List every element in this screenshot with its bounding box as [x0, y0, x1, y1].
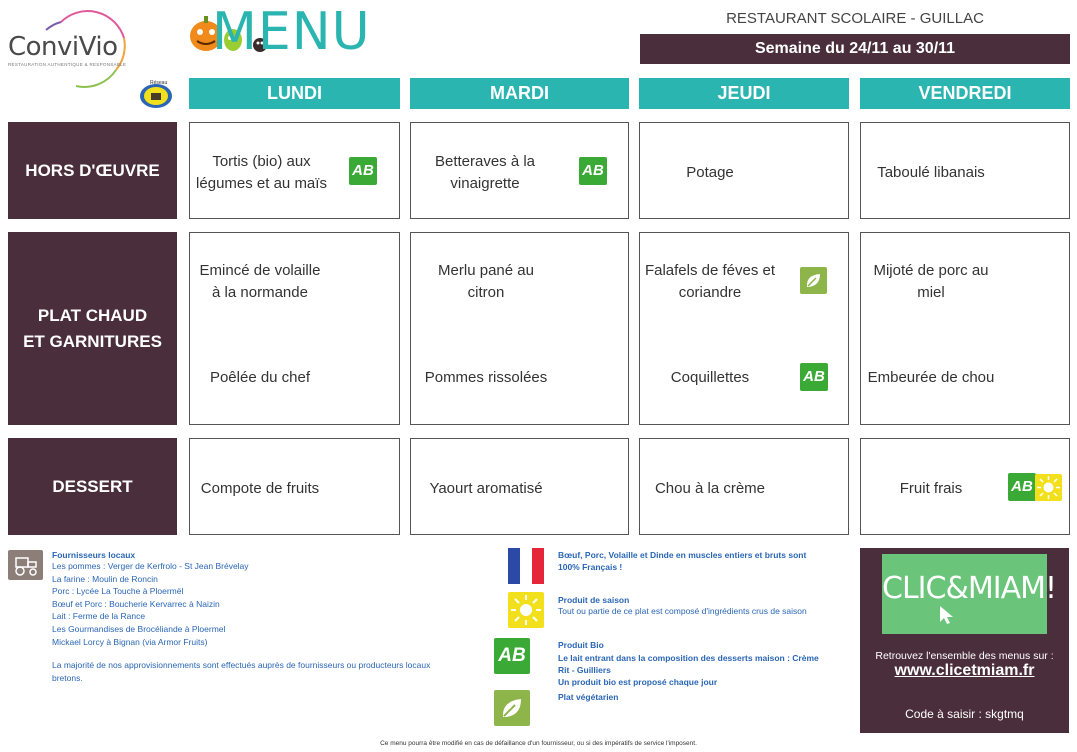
- week-banner: Semaine du 24/11 au 30/11: [640, 34, 1070, 64]
- garnish-name: Coquillettes: [670, 369, 750, 386]
- approvisionnement-text: bretons.: [52, 672, 83, 683]
- clicetmiam-code: Code à saisir : skgtmq: [905, 707, 1024, 721]
- garnish-name: Pommes rissolées: [424, 369, 548, 386]
- cell-hors-lundi: [189, 122, 400, 219]
- dish-name: Chou à la crème: [654, 480, 766, 497]
- reseau-label: Réseau: [150, 80, 168, 86]
- season-sun-icon: [508, 592, 544, 628]
- day-header-vendredi: VENDREDI: [860, 78, 1070, 109]
- dish-name: Potage: [686, 164, 734, 181]
- cell-plat-lundi: [189, 232, 400, 425]
- bio-block: Produit Bio Le lait entrant dans la composition des desserts maison : Crème Rit - Guilliers Un produit bio est proposé chaque jour: [558, 640, 819, 687]
- vegetarian-icon: [494, 690, 530, 726]
- logo-tagline: RESTAURATION AUTHENTIQUE & RESPONSABLE: [8, 62, 127, 67]
- fournisseur-item: Les Gourmandises de Brocéliande à Ploermel: [52, 623, 226, 634]
- cell-dessert-mardi: [410, 438, 629, 535]
- fournisseurs-title: Fournisseurs locaux: [52, 550, 136, 560]
- clicetmiam-text: Retrouvez l'ensemble des menus sur :: [875, 650, 1054, 662]
- cell-plat-vendredi: [860, 232, 1070, 425]
- french-flag-icon: [508, 548, 544, 584]
- cell-plat-jeudi: [639, 232, 849, 425]
- dish-name: Tortis (bio) aux légumes et au maïs: [196, 153, 327, 192]
- bio-ab-icon: AB: [494, 638, 530, 674]
- category-dessert: DESSERT: [8, 438, 177, 535]
- garnish-name: Embeurée de chou: [867, 369, 995, 386]
- category-hors-doeuvre: HORS D'ŒUVRE: [8, 122, 177, 219]
- cursor-icon: [932, 600, 958, 631]
- logo-text: ConviVio: [8, 32, 118, 62]
- vegetarien-block: Plat végétarien: [558, 692, 619, 702]
- dish-name: Compote de fruits: [200, 480, 320, 497]
- cell-dessert-lundi: [189, 438, 400, 535]
- category-plat-chaud: PLAT CHAUD ET GARNITURES: [8, 232, 177, 425]
- day-header-lundi: LUNDI: [189, 78, 400, 109]
- dish-name: Merlu pané au citron: [438, 262, 534, 301]
- fournisseur-item: Porc : Lycée La Touche à Ploermël: [52, 586, 184, 597]
- saison-block: Produit de saison Tout ou partie de ce plat est composé d'ingrédients crus de saison: [558, 595, 807, 616]
- bio-ab-icon: AB: [800, 363, 828, 391]
- dish-name: Mijoté de porc au miel: [873, 262, 989, 301]
- dish-name: Yaourt aromatisé: [429, 480, 543, 497]
- clicetmiam-logo: CLIC&MIAM!: [882, 554, 1047, 634]
- cell-dessert-vendredi: [860, 438, 1070, 535]
- francais-block: Bœuf, Porc, Volaille et Dinde en muscles entiers et bruts sont 100% Français !: [558, 550, 807, 572]
- menu-title: MENU: [212, 2, 371, 62]
- dish-name: Fruit frais: [899, 480, 963, 497]
- day-header-mardi: MARDI: [410, 78, 629, 109]
- day-header-jeudi: JEUDI: [639, 78, 849, 109]
- clicetmiam-link[interactable]: www.clicetmiam.fr: [894, 662, 1035, 679]
- cell-dessert-jeudi: [639, 438, 849, 535]
- cell-hors-mardi: [410, 122, 629, 219]
- approvisionnement-text: La majorité de nos approvisionnements sont effectués auprès de fournisseurs ou producteurs locaux: [52, 660, 431, 671]
- fournisseurs-block: [52, 550, 502, 684]
- fournisseur-item: La farine : Moulin de Roncin: [52, 573, 158, 584]
- dish-name: Betteraves à la vinaigrette: [434, 153, 536, 192]
- fournisseur-item: Mickael Lorcy à Bignan (via Armor Fruits): [52, 636, 208, 647]
- cell-hors-vendredi: [860, 122, 1070, 219]
- restaurant-name: RESTAURANT SCOLAIRE - GUILLAC: [726, 10, 984, 27]
- garnish-name: Poêlée du chef: [209, 369, 311, 386]
- dish-name: Falafels de féves et coriandre: [644, 262, 776, 301]
- cell-plat-mardi: [410, 232, 629, 425]
- dish-name: Taboulé libanais: [877, 164, 985, 181]
- cell-hors-jeudi: [639, 122, 849, 219]
- bio-ab-icon: AB: [1008, 473, 1036, 501]
- bio-ab-icon: AB: [349, 157, 377, 185]
- disclaimer: Ce menu pourra être modifié en cas de défaillance d'un fournisseur, ou si des impératifs de service l'imposent.: [380, 740, 697, 747]
- fournisseur-item: Lait : Ferme de la Rance: [52, 611, 146, 622]
- fournisseur-item: Les pommes : Verger de Kerfrolo - St Jean Brévelay: [52, 561, 249, 571]
- reseau-logo: [136, 78, 176, 110]
- fournisseur-item: Bœuf et Porc : Boucherie Kervarrec à Naizin: [52, 598, 220, 609]
- tractor-icon: [8, 550, 43, 580]
- season-sun-icon: [1035, 474, 1062, 501]
- dish-name: Emincé de volaille à la normande: [199, 262, 321, 301]
- vegetarian-icon: [800, 267, 827, 294]
- bio-ab-icon: AB: [579, 157, 607, 185]
